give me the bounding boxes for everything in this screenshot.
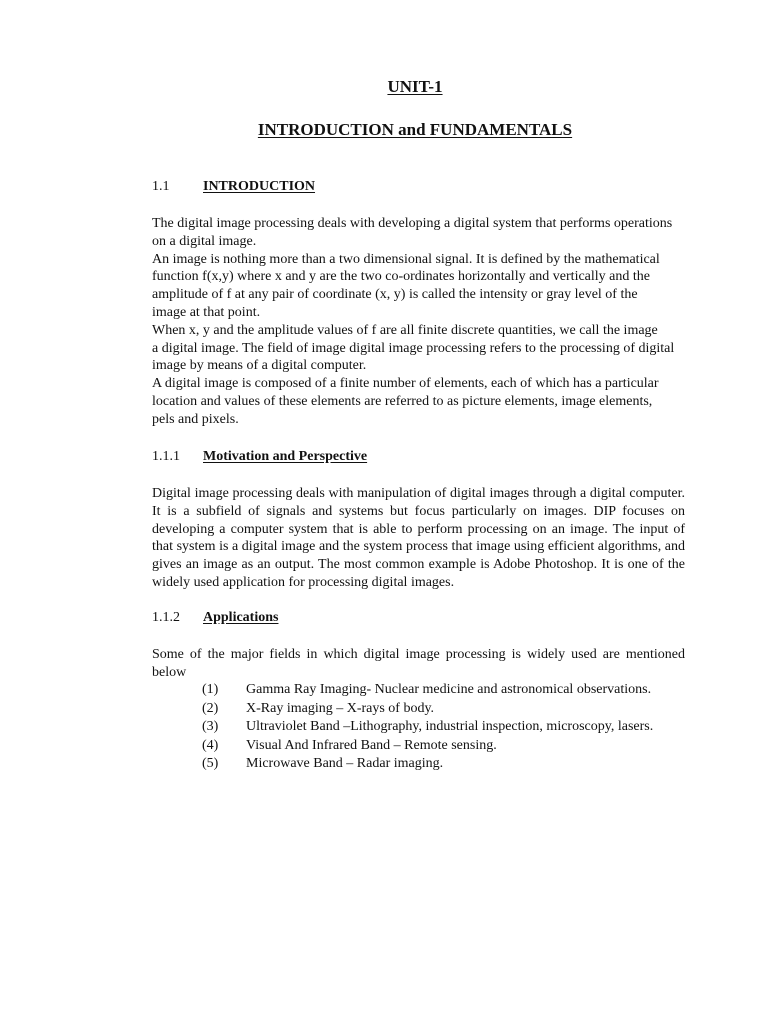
text-line: function f(x,y) where x and y are the two co-ordinates horizontally and vertically and the bbox=[152, 269, 650, 285]
text-line: pels and pixels. bbox=[152, 411, 239, 427]
text-line: location and values of these elements are referred to as picture elements, image elements, bbox=[152, 393, 653, 409]
list-item bbox=[202, 755, 653, 774]
unit-title: UNIT-1 bbox=[387, 77, 443, 96]
text-line: A digital image is composed of a finite number of elements, each of which has a particular bbox=[152, 376, 659, 392]
section-heading-motivation bbox=[152, 448, 367, 466]
text-line: The digital image processing deals with developing a digital system that performs operations bbox=[152, 216, 673, 231]
introduction-text bbox=[152, 215, 685, 429]
list-item bbox=[202, 737, 653, 756]
text-line: a digital image. The field of image digital image processing refers to the processing of digital bbox=[152, 340, 675, 356]
list-item-number: (2) bbox=[202, 700, 219, 716]
page-title: INTRODUCTION and FUNDAMENTALS bbox=[257, 120, 573, 139]
list-item-number: (5) bbox=[202, 756, 219, 771]
section-title: INTRODUCTION bbox=[203, 179, 316, 194]
list-item bbox=[202, 718, 653, 737]
list-item-text: Ultraviolet Band –Lithography, industrial inspection, microscopy, lasers. bbox=[246, 719, 654, 734]
list-item-text: Microwave Band – Radar imaging. bbox=[246, 756, 444, 771]
section-heading-introduction bbox=[152, 178, 315, 196]
section-heading-applications bbox=[152, 609, 278, 627]
text-line: on a digital image. bbox=[152, 233, 257, 249]
list-item-number: (1) bbox=[202, 682, 219, 697]
text-line: When x, y and the amplitude values of f are all finite discrete quantities, we call the image bbox=[152, 322, 658, 338]
list-item-number: (4) bbox=[202, 737, 219, 753]
text-line: image at that point. bbox=[152, 304, 261, 320]
text-line: amplitude of f at any pair of coordinate (x, y) is called the intensity or gray level of the bbox=[152, 287, 638, 303]
motivation-text bbox=[152, 485, 685, 592]
section-number: 1.1.2 bbox=[152, 610, 180, 625]
list-item-text: Visual And Infrared Band – Remote sensing. bbox=[246, 737, 497, 753]
applications-list bbox=[202, 681, 653, 774]
paragraph: Some of the major fields in which digital image processing is widely used are mentioned below bbox=[152, 647, 685, 680]
section-number: 1.1.1 bbox=[152, 449, 180, 464]
section-number: 1.1 bbox=[152, 179, 170, 194]
section-title: Motivation and Perspective bbox=[203, 449, 368, 464]
list-item-text: X-Ray imaging – X-rays of body. bbox=[246, 700, 435, 716]
list-item bbox=[202, 700, 653, 719]
list-item bbox=[202, 681, 653, 700]
list-item-text: Gamma Ray Imaging- Nuclear medicine and astronomical observations. bbox=[246, 682, 652, 697]
paragraph: Digital image processing deals with manipulation of digital images through a digital computer. It is a subfield of signals and systems but focus particularly on images. DIP focuses on developing a computer system that is able to perform processing on an image. The input of that system is a digital image and the system process that image using efficient algorithms, and gives an image as an output. The most common example is Adobe Photoshop. It is one of the widely used application for processing digital images. bbox=[152, 486, 685, 590]
applications-intro bbox=[152, 646, 685, 682]
text-line: image by means of a digital computer. bbox=[152, 358, 367, 374]
section-title: Applications bbox=[203, 610, 279, 625]
list-item-number: (3) bbox=[202, 719, 219, 734]
text-line: An image is nothing more than a two dimensional signal. It is defined by the mathematical bbox=[152, 251, 660, 267]
